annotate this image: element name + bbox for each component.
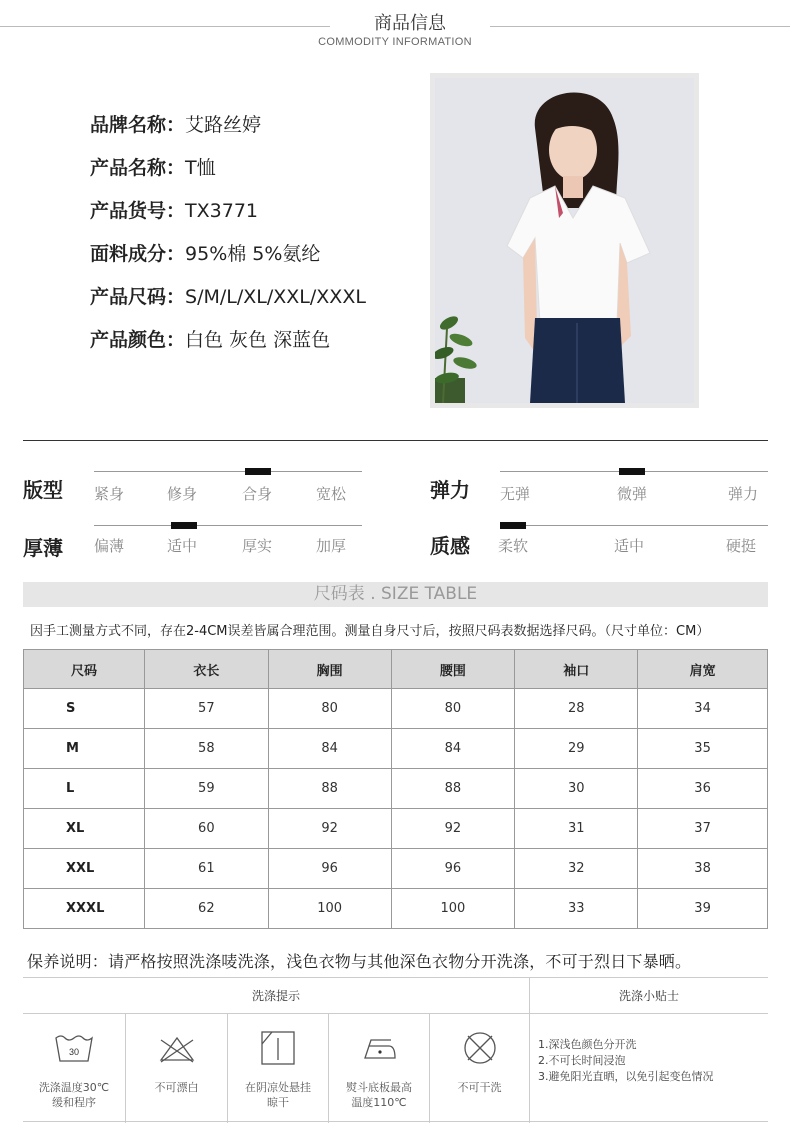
- section-header: [0, 0, 790, 60]
- table-cell: 57: [144, 689, 268, 729]
- scale-option: 紧身: [94, 485, 125, 503]
- size-table-header: [24, 650, 768, 689]
- table-cell: 34: [638, 689, 768, 729]
- scale-option: 修身: [167, 485, 198, 503]
- scale-title-thickness: 厚薄: [23, 536, 63, 560]
- wash-tip: 1.深浅色颜色分开洗: [538, 1038, 637, 1051]
- table-cell: 31: [515, 809, 638, 849]
- header-rule-right: [490, 26, 790, 27]
- wash-header-right: 洗涤小贴士: [530, 978, 768, 1014]
- table-cell: 96: [268, 849, 391, 889]
- table-row: [24, 849, 768, 889]
- scale-marker-elastic: [619, 468, 645, 475]
- wash-cell: [329, 1014, 430, 1123]
- wash-cell: [126, 1014, 228, 1123]
- iron-110-icon: [359, 1034, 399, 1064]
- table-cell: 84: [268, 729, 391, 769]
- section-title: 商品信息: [374, 13, 446, 34]
- scale-option: 无弹: [500, 485, 531, 503]
- col-header: 衣长: [144, 650, 268, 689]
- scale-title-elastic: 弹力: [430, 478, 470, 502]
- size-cell: M: [24, 729, 145, 769]
- table-cell: 58: [144, 729, 268, 769]
- wash-caption: 洗涤温度30℃ 缓和程序: [38, 1081, 110, 1109]
- scale-option: 加厚: [316, 537, 347, 555]
- model-illustration: [435, 78, 694, 403]
- size-cell: L: [24, 769, 145, 809]
- scale-option: 弹力: [728, 485, 759, 503]
- wash-temp-badge: 30: [68, 1047, 80, 1057]
- wash-tip: 3.避免阳光直晒，以免引起变色情况: [538, 1070, 714, 1083]
- scale-option: 偏薄: [94, 537, 125, 555]
- table-cell: 30: [515, 769, 638, 809]
- table-cell: 33: [515, 889, 638, 929]
- scale-option: 适中: [167, 537, 198, 555]
- scale-title-fit: 版型: [23, 478, 63, 502]
- table-cell: 62: [144, 889, 268, 929]
- info-sizes: 产品尺码：S/M/L/XL/XXL/XXXL: [90, 286, 366, 308]
- table-row: [24, 889, 768, 929]
- scale-title-texture: 质感: [430, 534, 470, 558]
- table-cell: 92: [391, 809, 515, 849]
- table-cell: 61: [144, 849, 268, 889]
- size-cell: XL: [24, 809, 145, 849]
- wash-caption: 不可干洗: [457, 1081, 502, 1094]
- wash-cell: [23, 1014, 126, 1123]
- scale-option: 宽松: [316, 485, 347, 503]
- table-row: [24, 809, 768, 849]
- size-table-title: 尺码表 . SIZE TABLE: [23, 582, 768, 607]
- no-bleach-icon: [157, 1034, 197, 1064]
- table-cell: 96: [391, 849, 515, 889]
- info-brand: 品牌名称：艾路丝婷: [90, 114, 262, 136]
- product-info-list: [90, 108, 366, 366]
- scale-line-thickness: [94, 525, 362, 526]
- size-table-note: 因手工测量方式不同，存在2-4CM误差皆属合理范围。测量自身尺寸后，按照尺码表数据选择尺码。（尺寸单位：CM）: [30, 624, 710, 639]
- table-cell: 60: [144, 809, 268, 849]
- wash-header-left: 洗涤提示: [23, 978, 530, 1014]
- table-cell: 80: [391, 689, 515, 729]
- section-divider: [23, 440, 768, 441]
- scale-marker-thickness: [171, 522, 197, 529]
- scale-option: 适中: [614, 537, 645, 555]
- col-header: 尺码: [24, 650, 145, 689]
- table-cell: 38: [638, 849, 768, 889]
- table-cell: 100: [268, 889, 391, 929]
- size-cell: XXL: [24, 849, 145, 889]
- info-product-name: 产品名称：T恤: [90, 157, 216, 179]
- table-cell: 29: [515, 729, 638, 769]
- size-cell: S: [24, 689, 145, 729]
- table-cell: 39: [638, 889, 768, 929]
- care-instructions: 保养说明：请严格按照洗涤唛洗涤，浅色衣物与其他深色衣物分开洗涤，不可于烈日下暴晒。: [27, 952, 692, 971]
- product-photo: [430, 73, 699, 408]
- scale-line-fit: [94, 471, 362, 472]
- scale-marker-texture: [500, 522, 526, 529]
- info-item-number: 产品货号：TX3771: [90, 200, 258, 222]
- scale-option: 硬挺: [726, 537, 757, 555]
- col-header: 腰围: [391, 650, 515, 689]
- scale-option: 柔软: [498, 537, 529, 555]
- scale-option: 微弹: [617, 485, 648, 503]
- size-table: [23, 649, 768, 929]
- table-row: [24, 729, 768, 769]
- scale-line-texture: [500, 525, 768, 526]
- table-cell: 35: [638, 729, 768, 769]
- header-rule-left: [0, 26, 330, 27]
- wash-cell: [430, 1014, 530, 1123]
- wash-30-icon: [54, 1034, 94, 1064]
- table-cell: 88: [391, 769, 515, 809]
- scale-option: 合身: [242, 485, 273, 503]
- wash-tip: 2.不可长时间浸泡: [538, 1054, 626, 1067]
- col-header: 胸围: [268, 650, 391, 689]
- wash-caption: 不可漂白: [154, 1081, 199, 1094]
- wash-caption: 熨斗底板最高 温度110℃: [346, 1081, 412, 1109]
- no-dry-clean-icon: [460, 1030, 500, 1066]
- wash-tips: [538, 1037, 714, 1085]
- table-cell: 37: [638, 809, 768, 849]
- table-cell: 36: [638, 769, 768, 809]
- line-dry-shade-icon: [258, 1030, 298, 1066]
- table-row: [24, 769, 768, 809]
- scale-option: 厚实: [242, 537, 273, 555]
- col-header: 袖口: [515, 650, 638, 689]
- table-cell: 32: [515, 849, 638, 889]
- table-cell: 84: [391, 729, 515, 769]
- table-cell: 92: [268, 809, 391, 849]
- info-fabric: 面料成分：95%棉 5%氨纶: [90, 243, 321, 265]
- size-cell: XXXL: [24, 889, 145, 929]
- table-cell: 88: [268, 769, 391, 809]
- wash-caption: 在阴凉处悬挂 晾干: [245, 1081, 311, 1109]
- scale-marker-fit: [245, 468, 271, 475]
- table-cell: 80: [268, 689, 391, 729]
- section-subtitle: COMMODITY INFORMATION: [318, 36, 472, 48]
- col-header: 肩宽: [638, 650, 768, 689]
- table-cell: 59: [144, 769, 268, 809]
- table-cell: 100: [391, 889, 515, 929]
- table-cell: 28: [515, 689, 638, 729]
- wash-cell: [228, 1014, 329, 1123]
- table-row: [24, 689, 768, 729]
- info-colors: 产品颜色：白色 灰色 深蓝色: [90, 329, 331, 351]
